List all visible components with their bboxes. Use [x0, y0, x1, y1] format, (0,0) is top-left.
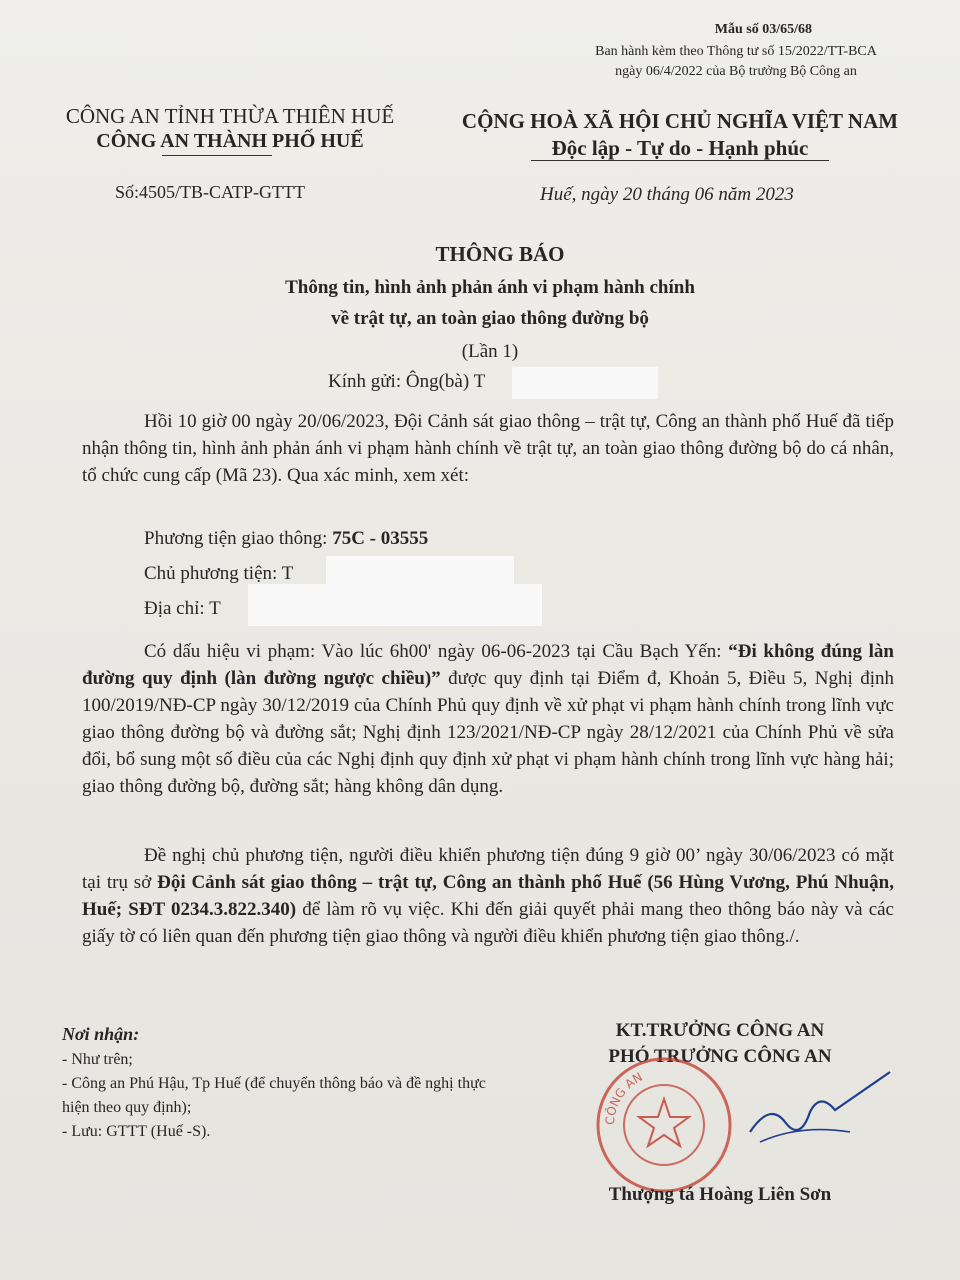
- subtitle-line1: Thông tin, hình ảnh phản ánh vi phạm hành chính: [285, 277, 695, 298]
- agency-parent: CÔNG AN TỈNH THỪA THIÊN HUẾ: [65, 104, 395, 128]
- vehicle-label: Phương tiện giao thông:: [144, 528, 333, 549]
- signer-role-line2: PHÓ TRƯỞNG CÔNG AN: [608, 1046, 832, 1067]
- request-location: Đội Cảnh sát giao thông – trật tự, Công an thành phố Huế (56 Hùng Vương, Phú Nhuận, Huế; SĐT 0234.3.822.340): [82, 872, 894, 920]
- seal-outer-ring: [598, 1059, 730, 1191]
- document-subtitle: [0, 272, 960, 334]
- request-rest: để làm rõ vụ việc. Khi đến giải quyết phải mang theo thông báo này và các giấy tờ có liên quan đến phương tiện giao thông và người điều khiển phương tiện giao thông./.: [82, 899, 894, 947]
- vehicle-line: [144, 528, 428, 550]
- official-seal: [594, 1055, 734, 1195]
- recipient-item: - Công an Phú Hậu, Tp Huế (để chuyển thông báo và đề nghị thực hiện theo quy định);: [62, 1075, 486, 1116]
- recipient-label: Kính gửi: Ông(bà) T: [328, 371, 486, 392]
- address-line: Địa chỉ: T: [144, 598, 221, 619]
- national-motto: Độc lập - Tự do - Hạnh phúc: [551, 136, 809, 160]
- document-title: THÔNG BÁO: [435, 242, 565, 266]
- issued-with-line2: ngày 06/4/2022 của Bộ trưởng Bộ Công an: [615, 64, 857, 79]
- agency-name: CÔNG AN THÀNH PHỐ HUẾ: [96, 130, 364, 152]
- violation-description: “Đi không đúng làn đường quy định (làn đường ngược chiều)”: [82, 641, 894, 689]
- recipients-title: Nơi nhận:: [62, 1024, 140, 1044]
- signature-flourish: [760, 1130, 850, 1142]
- seal-text: CÔNG AN: [602, 1069, 645, 1126]
- recipient-item: - Lưu: GTTT (Huế -S).: [62, 1123, 211, 1140]
- violation-prefix: Có dấu hiệu vi phạm: Vào lúc 6h00' ngày 06-06-2023 tại Cầu Bạch Yến:: [144, 641, 729, 662]
- notice-round: (Lần 1): [461, 341, 519, 362]
- signer-role-line1: KT.TRƯỞNG CÔNG AN: [615, 1020, 825, 1041]
- vehicle-plate: 75C - 03555: [332, 528, 429, 549]
- recipient-item: - Như trên;: [62, 1051, 133, 1068]
- signature-stroke: [750, 1072, 890, 1132]
- place-date: Huế, ngày 20 tháng 06 năm 2023: [540, 184, 794, 205]
- republic-heading: CỘNG HOÀ XÃ HỘI CHỦ NGHĨA VIỆT NAM: [461, 109, 899, 133]
- seal-star-icon: [639, 1099, 689, 1146]
- owner-line: Chủ phương tiện: T: [144, 563, 294, 584]
- subtitle-line2: về trật tự, an toàn giao thông đường bộ: [331, 308, 649, 329]
- recipients-list: [62, 1048, 512, 1144]
- redacted-address: [248, 584, 542, 626]
- issued-with-note: [556, 42, 916, 82]
- document-number: Số:4505/TB-CATP-GTTT: [115, 182, 306, 202]
- violation-paragraph: [82, 638, 894, 800]
- request-paragraph: [82, 842, 894, 950]
- form-number: Mẫu số 03/65/68: [714, 22, 812, 37]
- motto-underline: [531, 160, 829, 161]
- signer-name: Thượng tá Hoàng Liên Sơn: [608, 1184, 832, 1205]
- redacted-recipient-name: [512, 367, 658, 399]
- violation-legal-basis: được quy định tại Điểm đ, Khoản 5, Điều 5, Nghị định 100/2019/NĐ-CP ngày 30/12/2019 của Chính Phủ quy định về xử phạt vi phạm hành chính trong lĩnh vực giao thông đường bộ và đường sắt; Nghị định 123/2021/NĐ-CP ngày 28/12/2021 của Chính Phủ về sửa đổi, bổ sung một số điều của các Nghị định quy định xử phạt vi phạm hành chính trong lĩnh vực hàng hải; giao thông đường bộ, đường sắt; hàng không dân dụng.: [82, 668, 894, 797]
- agency-underline: [162, 155, 272, 156]
- intro-paragraph: Hồi 10 giờ 00 ngày 20/06/2023, Đội Cảnh sát giao thông – trật tự, Công an thành phố Huế đã tiếp nhận thông tin, hình ảnh phản ánh vi phạm hành chính về trật tự, an toàn giao thông đường bộ do cá nhân, tổ chức cung cấp (Mã 23). Qua xác minh, xem xét:: [82, 411, 894, 486]
- handwritten-signature: [740, 1062, 900, 1152]
- issued-with-line1: Ban hành kèm theo Thông tư số 15/2022/TT-BCA: [595, 44, 877, 59]
- request-prefix: Đề nghị chủ phương tiện, người điều khiển phương tiện đúng 9 giờ 00’ ngày 30/06/2023 có mặt tại trụ sở: [82, 845, 894, 893]
